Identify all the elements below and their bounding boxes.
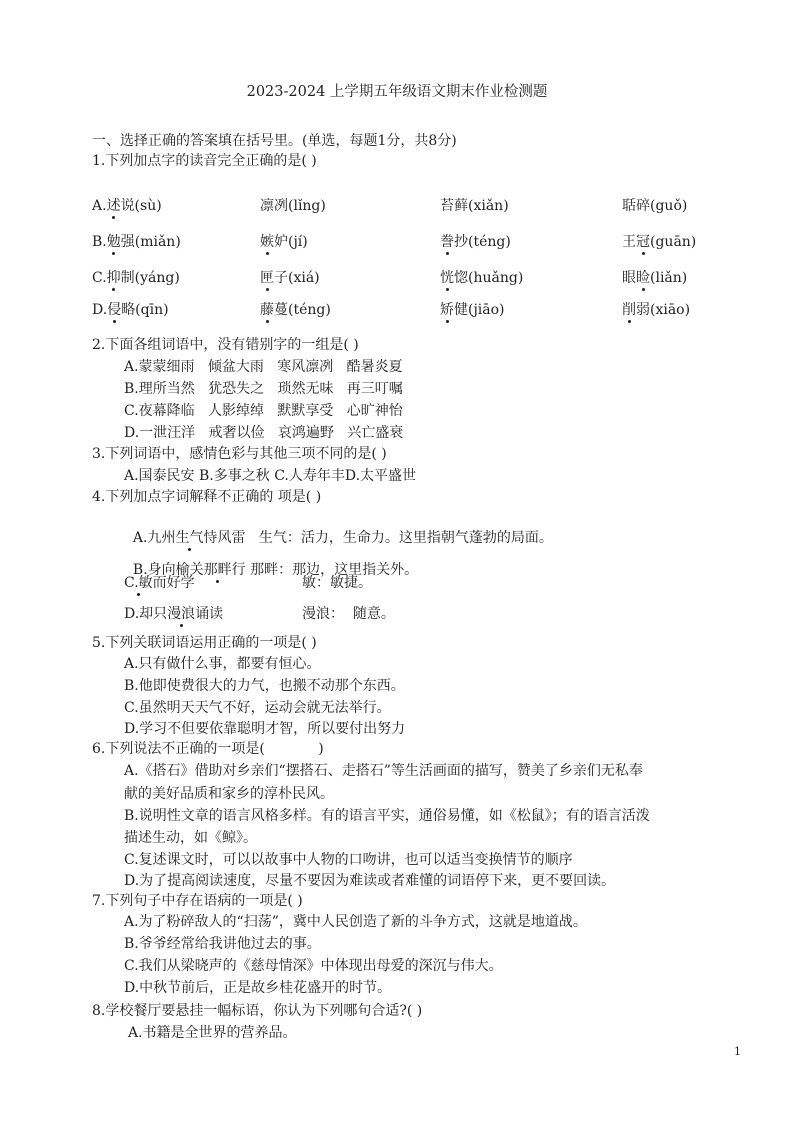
q1-option-b-word3: 誊抄(téng) [440, 234, 511, 250]
question-6-stem: 6.下列说法不正确的一项是( ) [92, 741, 324, 757]
q3-options: A.国泰民安 B.多事之秋 C.人寿年丰D.太平盛世 [124, 468, 417, 484]
q1-option-b-word2: 嫉妒(jí) [260, 234, 308, 250]
q1-option-c-word4: 眼睑(liǎn) [622, 270, 688, 286]
question-7-stem: 7.下列句子中存在语病的一项是( ) [92, 893, 303, 909]
page-title: 2023-2024 上学期五年级语文期末作业检测题 [246, 84, 548, 100]
q1-option-c-word2: 匣子(xiá) [260, 270, 320, 286]
q6-line-1: A.《搭石》借助对乡亲们“摆搭石、走搭石”等生活画面的描写，赞美了乡亲们无私奉 [124, 763, 643, 779]
q6-line-6: D.为了提高阅读速度，尽量不要因为难读或者难懂的词语停下来，更不要回读。 [124, 873, 616, 889]
q1-option-a-word2: 凛冽(lǐng) [260, 198, 326, 214]
question-8-stem: 8.学校餐厅要悬挂一幅标语，你认为下列哪句合适?( ) [92, 1003, 423, 1019]
q4-option-d: D.却只漫浪诵读 [124, 606, 224, 622]
q1-option-a-word3: 苔藓(xiǎn) [440, 198, 509, 214]
q6-line-2: 献的美好品质和家乡的淳朴民风。 [124, 786, 334, 802]
q6-line-3: B.说明性文章的语言风格多样。有的语言平实，通俗易懂，如《松鼠》；有的语言活泼 [124, 808, 650, 824]
q1-option-a: A.述说(sù) [92, 198, 162, 214]
q4-option-c: C.敏而好学 [124, 575, 195, 591]
q4-option-c-explain: 敏：敏捷。 [302, 575, 372, 591]
q8-option-a: A.书籍是全世界的营养品。 [128, 1025, 297, 1041]
q2-option-c: C.夜幕降临 人影绰绰 默默享受 心旷神怡 [124, 403, 403, 419]
question-1-stem: 1.下列加点字的读音完全正确的是( ) [92, 153, 317, 169]
q5-option-c: C.虽然明天天气不好，运动会就无法举行。 [124, 700, 391, 716]
q7-option-a: A.为了粉碎敌人的“扫荡”，冀中人民创造了新的斗争方式，这就是地道战。 [124, 914, 587, 930]
q4-option-d-explain: 漫浪： 随意。 [302, 606, 395, 622]
q1-option-d: D.侵略(qīn) [92, 302, 169, 318]
q1-option-b: B.勉强(miǎn) [92, 234, 181, 250]
q4-option-a: A.九州生气恃风雷 生气：活力，生命力。这里指朝气蓬勃的局面。 [132, 530, 553, 546]
question-3-stem: 3.下列词语中，感情色彩与其他三项不同的是( ) [92, 446, 387, 462]
q7-option-c: C.我们从梁晓声的《慈母情深》中体现出母爱的深沉与伟大。 [124, 958, 503, 974]
q5-option-a: A.只有做什么事，都要有恒心。 [124, 656, 321, 672]
q2-option-a: A.蒙蒙细雨 倾盆大雨 寒风凛冽 酷暑炎夏 [124, 359, 403, 375]
q2-option-b: B.理所当然 犹恐失之 琐然无味 再三叮嘱 [124, 381, 403, 397]
q7-option-d: D.中秋节前后，正是故乡桂花盛开的时节。 [124, 980, 392, 996]
q5-option-d: D.学习不但要依靠聪明才智，所以要付出努力 [124, 721, 406, 737]
page-number: 1 [734, 1045, 741, 1058]
q1-option-a-word4: 聒碎(guǒ) [622, 198, 688, 214]
q1-option-d-word3: 矫健(jiāo) [440, 302, 505, 318]
q4-option-b: B.身向榆关那畔行 那畔：那边，这里指关外。 [132, 562, 419, 578]
q5-option-b: B.他即使费很大的力气，也搬不动那个东西。 [124, 678, 405, 694]
question-2-stem: 2.下面各组词语中，没有错别字的一组是( ) [92, 337, 359, 353]
question-5-stem: 5.下列关联词语运用正确的一项是( ) [92, 635, 317, 651]
q7-option-b: B.爷爷经常给我讲他过去的事。 [124, 936, 321, 952]
q1-option-b-word4: 王冠(guān) [622, 234, 697, 250]
emphasis-dot-char: 述 [106, 198, 121, 214]
q2-option-d: D.一泄汪洋 戒奢以俭 哀鸿遍野 兴亡盛衰 [124, 425, 404, 441]
q6-line-4: 描述生动，如《鲸》。 [124, 830, 257, 846]
q6-line-5: C.复述课文时，可以以故事中人物的口吻讲，也可以适当变换情节的顺序 [124, 852, 573, 868]
q1-option-c: C.抑制(yáng) [92, 270, 180, 286]
section-heading: 一、选择正确的答案填在括号里。(单选，每题1分，共8分) [92, 133, 457, 149]
q1-option-d-word2: 藤蔓(téng) [260, 302, 331, 318]
q1-option-d-word4: 削弱(xiāo) [622, 302, 691, 318]
question-4-stem: 4.下列加点字词解释不正确的 项是( ) [92, 489, 322, 505]
q1-option-c-word3: 恍惚(huǎng) [440, 270, 524, 286]
